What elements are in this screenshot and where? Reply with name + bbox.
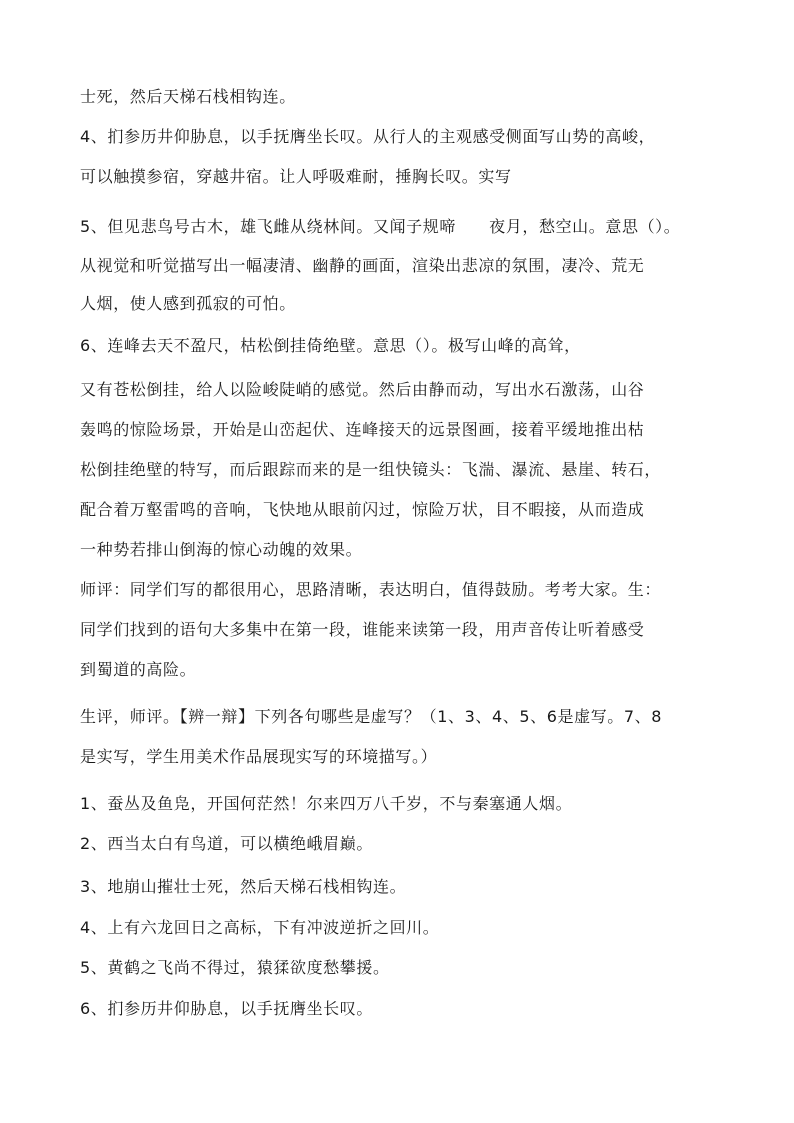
text-line: 又有苍松倒挂，给人以险峻陡峭的感觉。然后由静而动，写出水石激荡，山谷 [80, 380, 645, 399]
text-line: 是实写，学生用美术作品展现实写的环境描写。） [80, 747, 438, 766]
text-line: 一种势若排山倒海的惊心动魄的效果。 [80, 540, 363, 559]
text-line: 同学们找到的语句大多集中在第一段，谁能来读第一段，用声音传让听着感受 [80, 620, 645, 639]
text-line: 5、黄鹤之飞尚不得过，猿猱欲度愁攀援。 [80, 958, 390, 977]
text-line: 2、西当太白有鸟道，可以横绝峨眉巅。 [80, 834, 373, 853]
text-line: 轰鸣的惊险场景，开始是山峦起伏、连峰接天的远景图画，接着平缓地推出枯 [80, 420, 645, 439]
text-line: 5、但见悲鸟号古木，雄飞雌从绕林间。又闻子规啼 夜月，愁空山。意思（）。 [80, 217, 681, 236]
text-line: 6、连峰去天不盈尺，枯松倒挂倚绝壁。意思（）。极写山峰的高耸， [80, 336, 581, 355]
text-line: 1、蚕丛及鱼凫，开国何茫然！尔来四万八千岁，不与秦塞通人烟。 [80, 794, 573, 813]
text-line: 生评，师评。【辨一辩】下列各句哪些是虚写？（1、3、4、5、6是虚写。7、8 [80, 707, 663, 726]
text-line: 从视觉和听觉描写出一幅凄清、幽静的画面，渲染出悲凉的氛围，凄冷、荒无 [80, 256, 645, 275]
text-line: 配合着万壑雷鸣的音响，飞快地从眼前闪过，惊险万状，目不暇接，从而造成 [80, 500, 645, 519]
text-line: 6、扪参历井仰胁息，以手抚膺坐长叹。 [80, 999, 373, 1018]
text-line: 师评：同学们写的都很用心，思路清晰，表达明白，值得鼓励。考考大家。生： [80, 580, 662, 599]
text-line: 士死，然后天梯石栈相钩连。 [80, 87, 296, 106]
text-line: 松倒挂绝壁的特写，而后跟踪而来的是一组快镜头：飞湍、瀑流、悬崖、转石， [80, 460, 662, 479]
text-line: 到蜀道的高险。 [80, 660, 197, 679]
text-line: 可以触摸参宿，穿越井宿。让人呼吸难耐，捶胸长叹。实写 [80, 167, 512, 186]
text-line: 4、扪参历井仰胁息，以手抚膺坐长叹。从行人的主观感受侧面写山势的高峻， [80, 127, 656, 146]
text-line: 3、地崩山摧壮士死，然后天梯石栈相钩连。 [80, 877, 407, 896]
text-line: 4、上有六龙回日之高标，下有冲波逆折之回川。 [80, 918, 440, 937]
text-line: 人烟，使人感到孤寂的可怕。 [80, 294, 296, 313]
